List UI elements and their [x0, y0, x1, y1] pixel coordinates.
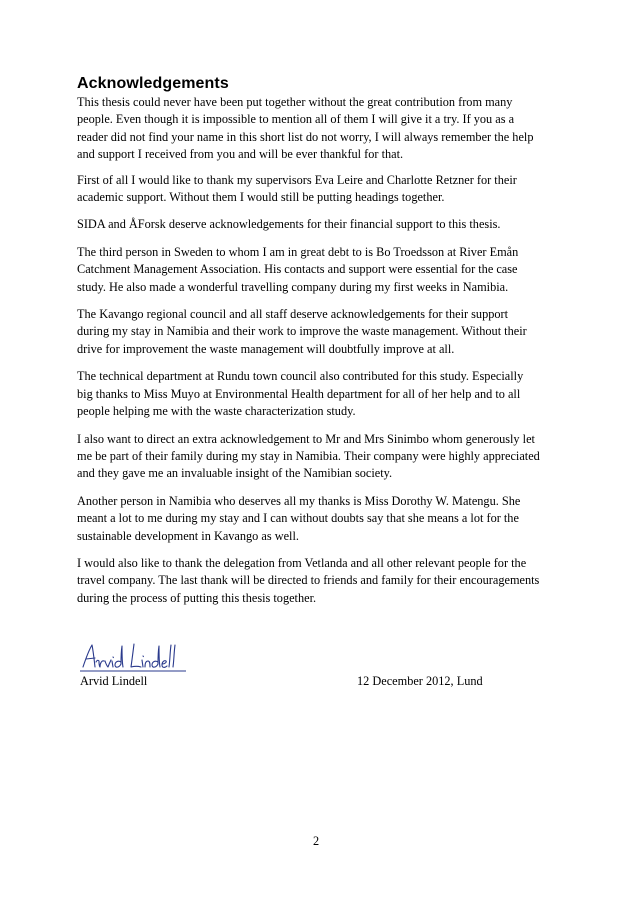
text-line: I would also like to thank the delegation from Vetlanda and all other relevant people for the [77, 555, 527, 570]
text-line: people helping me with the waste characterization study. [77, 404, 356, 419]
text-line: drive for improvement the waste management will doubtfully improve at all. [77, 341, 455, 356]
handwritten-signature [80, 640, 190, 674]
text-line: meant a lot to me during my stay and I can without doubts say that she means a lot for the [77, 511, 519, 526]
text-line: The third person in Sweden to whom I am in great debt to is Bo Troedsson at River Emån [77, 244, 519, 259]
text-line: me be part of their family during my stay in Namibia. Their company were highly appreciated [77, 448, 540, 463]
signature-date-place: 12 December 2012, Lund [357, 674, 483, 688]
text-line: during the process of putting this thesis together. [77, 590, 317, 605]
text-line: First of all I would like to thank my supervisors Eva Leire and Charlotte Retzner for their [77, 172, 517, 187]
paragraph-kavango-council [77, 306, 567, 358]
page-number: 2 [313, 834, 320, 848]
text-line: big thanks to Miss Muyo at Environmental Health department for all of her help and to all [77, 386, 521, 401]
paragraph-funding [77, 216, 567, 233]
text-line: I also want to direct an extra acknowledgement to Mr and Mrs Sinimbo whom generously let [77, 431, 535, 446]
paragraph-intro [77, 94, 567, 164]
page-title: Acknowledgements [77, 75, 229, 92]
text-line: academic support. Without them I would still be putting headings together. [77, 190, 445, 205]
text-line: Catchment Management Association. His contacts and support were essential for the case [77, 262, 518, 277]
acknowledgements-body [77, 94, 567, 617]
text-line: This thesis could never have been put together without the great contribution from many [77, 95, 513, 109]
paragraph-supervisors [77, 172, 567, 207]
text-line: people. Even though it is impossible to mention all of them I will give it a try. If you as a [77, 112, 515, 127]
paragraph-sinimbo [77, 431, 567, 483]
author-name: Arvid Lindell [80, 674, 148, 688]
text-line: Another person in Namibia who deserves all my thanks is Miss Dorothy W. Matengu. She [77, 493, 521, 508]
paragraph-vetlanda [77, 555, 567, 607]
text-line: sustainable development in Kavango as well. [77, 528, 299, 543]
text-line: The technical department at Rundu town council also contributed for this study. Especially [77, 369, 524, 384]
text-line: SIDA and ÅForsk deserve acknowledgements for their financial support to this thesis. [77, 217, 501, 232]
text-line: The Kavango regional council and all staff deserve acknowledgements for their support [77, 307, 509, 322]
text-line: reader did not find your name in this short list do not worry, I will always remember the help [77, 129, 534, 144]
text-line: during my stay in Namibia and their work to improve the waste management. Without their [77, 324, 527, 339]
text-line: and support I received from you and will be ever thankful for that. [77, 147, 404, 162]
paragraph-matengu [77, 493, 567, 545]
text-line: study. He also made a wonderful travelling company during my first weeks in Namibia. [77, 279, 509, 294]
text-line: and they gave me an invaluable insight of the Namibian society. [77, 466, 393, 481]
paragraph-rundu [77, 368, 567, 420]
paragraph-troedsson [77, 244, 567, 296]
text-line: travel company. The last thank will be directed to friends and family for their encouragements [77, 573, 540, 588]
